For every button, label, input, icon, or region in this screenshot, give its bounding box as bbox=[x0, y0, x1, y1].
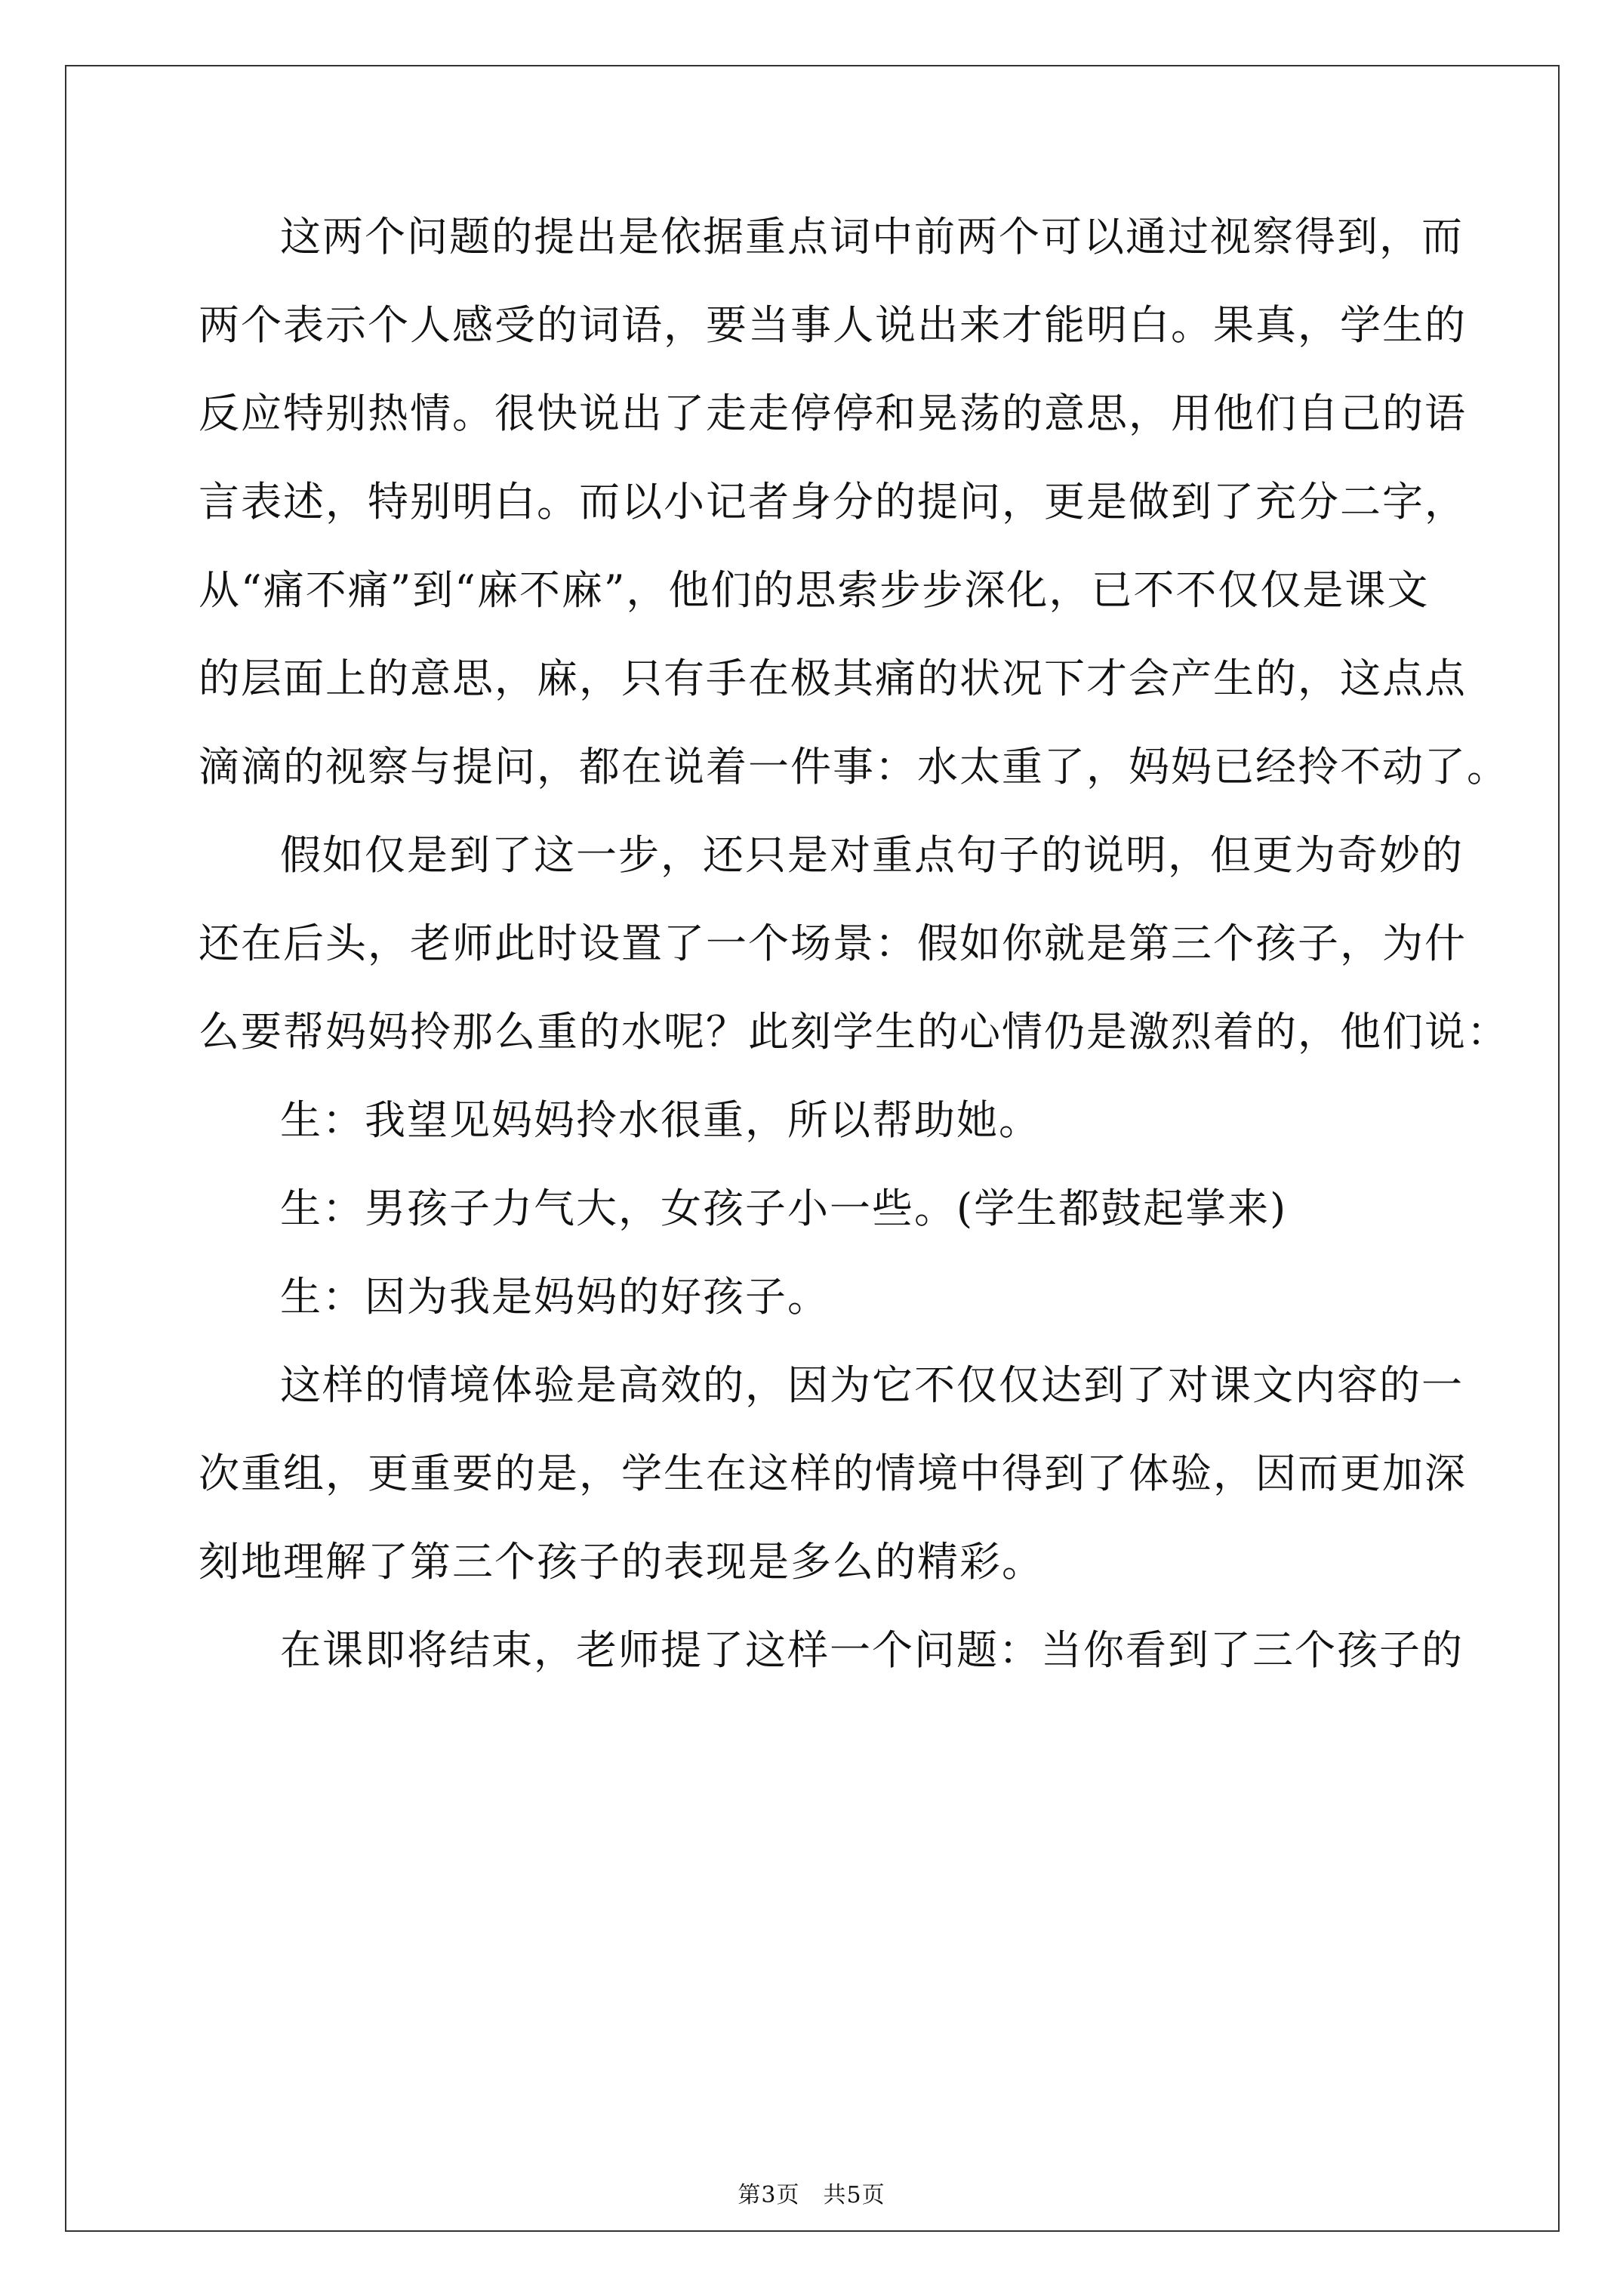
text-line: 生：男孩子力气大，女孩子小一些。(学生都鼓起掌来) bbox=[280, 1185, 1288, 1232]
text-line: 还在后头，老师此时设置了一个场景：假如你就是第三个孩子，为什 bbox=[199, 920, 1467, 967]
text-line: 从“痛不痛”到“麻不麻”，他们的思索步步深化，已不不仅仅是课文 bbox=[199, 566, 1430, 614]
text-line: 的层面上的意思，麻，只有手在极其痛的状况下才会产生的，这点点 bbox=[199, 655, 1467, 702]
text-line: 这两个问题的提出是依据重点词中前两个可以通过视察得到，而 bbox=[280, 213, 1464, 260]
text-line: 两个表示个人感受的词语，要当事人说出来才能明白。果真，学生的 bbox=[199, 301, 1467, 349]
text-line: 么要帮妈妈拎那么重的水呢？此刻学生的心情仍是激烈着的，他们说： bbox=[199, 1008, 1509, 1056]
text-line: 在课即将结束，老师提了这样一个问题：当你看到了三个孩子的 bbox=[280, 1626, 1464, 1674]
text-line: 刻地理解了第三个孩子的表现是多么的精彩。 bbox=[199, 1538, 1044, 1586]
text-line: 次重组，更重要的是，学生在这样的情境中得到了体验，因而更加深 bbox=[199, 1450, 1467, 1497]
text-line: 滴滴的视察与提问，都在说着一件事：水太重了，妈妈已经拎不动了。 bbox=[199, 743, 1509, 791]
text-line: 这样的情境体验是高效的，因为它不仅仅达到了对课文内容的一 bbox=[280, 1361, 1464, 1409]
document-body bbox=[199, 193, 1509, 1694]
text-line: 假如仅是到了这一步，还只是对重点句子的说明，但更为奇妙的 bbox=[280, 831, 1464, 879]
text-line: 反应特别热情。很快说出了走走停停和晃荡的意思，用他们自己的语 bbox=[199, 390, 1467, 437]
text-line: 生：我望见妈妈拎水很重，所以帮助她。 bbox=[280, 1096, 1041, 1144]
page-footer: 第3页 共5页 bbox=[738, 2182, 885, 2208]
text-line: 言表述，特别明白。而以小记者身分的提问，更是做到了充分二字， bbox=[199, 478, 1467, 525]
text-line: 生：因为我是妈妈的好孩子。 bbox=[280, 1273, 830, 1321]
